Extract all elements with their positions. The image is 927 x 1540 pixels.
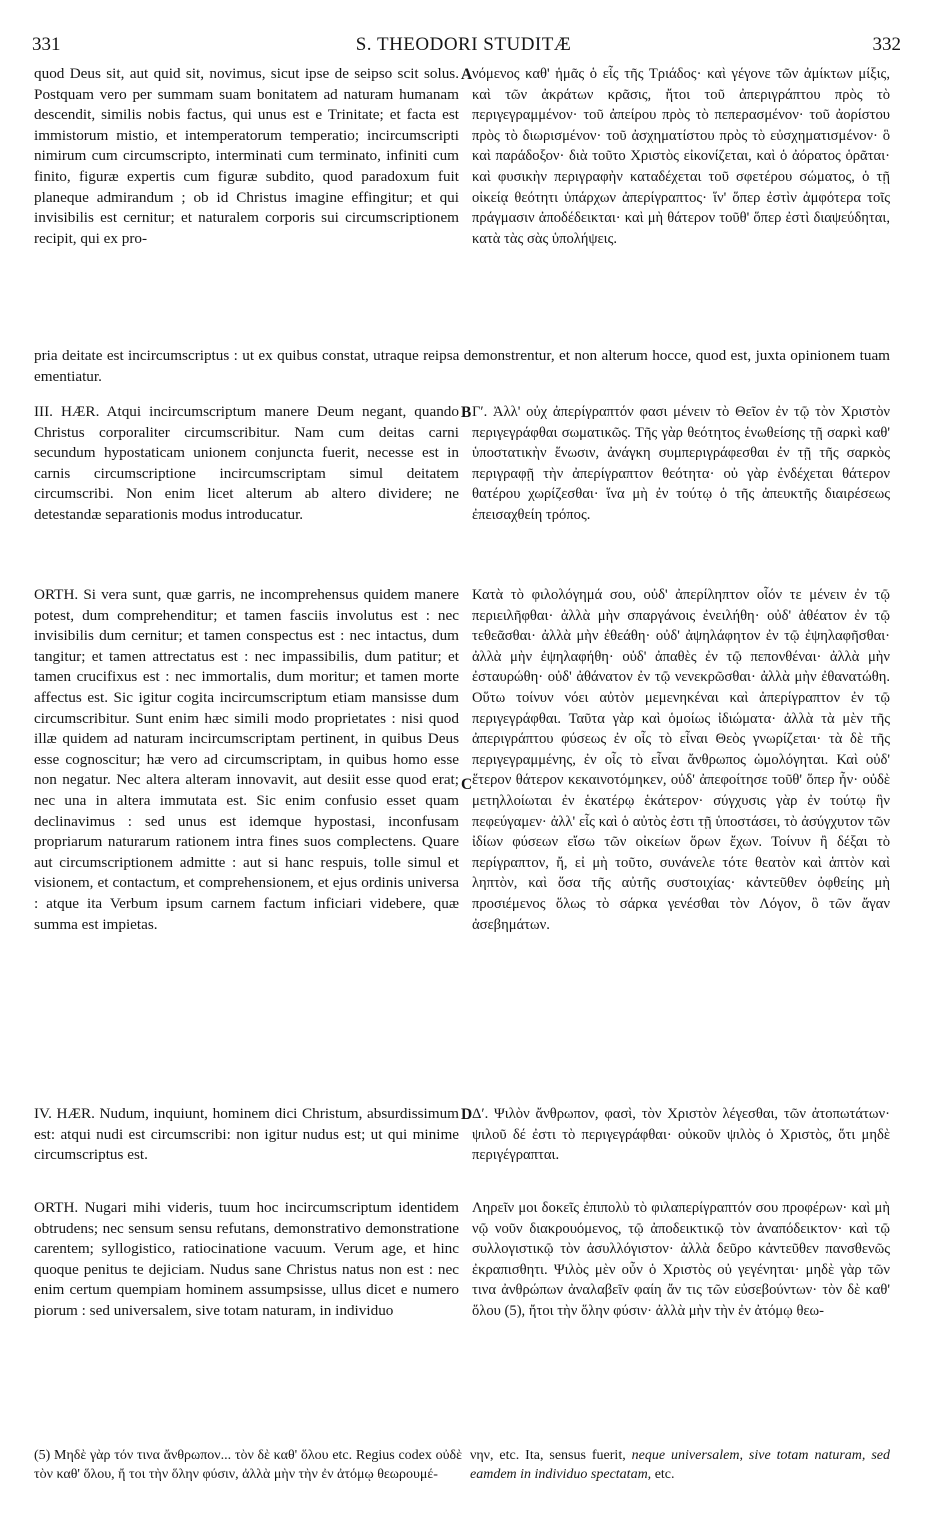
footnote-right-italic: neque universalem, sive totam naturam, sed eamdem in individuo spectatam, <box>470 1448 891 1482</box>
greek-block-c: Κατὰ τὸ φιλολόγημά σου, οὐδ' ἀπερίληπτον οἷόν τε μένειν ἐν τῷ περιειλῆφθαι· ἀλλὰ μὴν σπαργάνοις ἐνειλήθη· οὐδ' ἀθέατον ἐν τῷ τεθεᾶσθαι· ἀλλὰ μὴν ἐθεάθη· οὐδ' ἀψηλάφητον ἐν τῷ ἐψηλαφῆσθαι· ἀλλὰ μὴν ἐψηλαφήθη· οὐδ' ἀπαθὲς ἐν τῷ πεπονθέναι· ἀλλὰ μὴν ἐσταυρώθη· οὐδ' ἀθάνατον ἐν τῷ νενεκρῶσθαι· ἀλλὰ μὴν ἐθανατώθη. Οὕτω τοίνυν νόει αὐτὸν μεμενηκέναι καὶ ἀπερίγραπτον ἐν τῷ περιγεγράφθαι. Ταῦτα γὰρ καὶ ὁμοίως ἰδιώματα· ἀλλὰ τὰ μὲν τῆς ἀπεριγράπτου φύσεως ἐν οἷς τὸ εἶναι Θεὸς γνωρίζεται· τὰ δὲ τῆς περιγεγραμμένης, ἐν οἷς τὸ εἶναι ἄνθρωπος ὡμολόγηται. Καὶ οὐδ' ἕτερον θάτερον κεκαινοτόμηκεν, οὐδ' ἀπεφοίτησε τοῦθ' ὅπερ ἦν· οὐδὲ μετηλλοίωται ἐν ἑκατέρῳ ἑκάτερον· σύγχυσις γὰρ ἐν τούτῳ ἣν πεφεύγαμεν· ἀλλ' εἷς καὶ ὁ αὐτὸς ἐστι τῇ ὑποστάσει, τὸ ἀσύγχυτον τῶν ἰδίων φύσεων εἴσω τῶν οἰκείων ὅρων ἔχων. Τοίνυν ἢ δέξαι τὸ περίγραπτον, ἤ, εἰ μὴ τοῦτο, συνάνελε τότε θεατὸν καὶ ἁπτὸν καὶ ληπτὸν, καὶ ὅσα τῆς αὐτῆς συστοιχίας· κἀντεῦθεν ὀφθείης μὴ προσιέμενος ὅλως τὸ σάρκα γενέσθαι τὸν Λόγον, ὃ τῶν ἄγαν ἀσεβημάτων. <box>472 587 890 933</box>
greek-block-d: Δʹ. Ψιλὸν ἄνθρωπον, φασὶ, τὸν Χριστὸν λέγεσθαι, τῶν ἀτοπωτάτων· ψιλοῦ δέ ἐστι τὸ περιγεγράφθαι· οὐκοῦν ψιλὸς ὁ Χριστὸς, ὅτι μηδὲ περιγέγραπται. <box>472 1106 890 1164</box>
greek-block-b: Γʹ. Ἀλλ' οὐχ ἀπερίγραπτόν φασι μένειν τὸ Θεῖον ἐν τῷ τὸν Χριστὸν περιγεγράφθαι σωματικῶς. Τῆς γὰρ θεότητος ἑνωθείσης τῇ σαρκὶ καθ' ὑποστατικὴν ἕνωσιν, ἀνάγκη συμπεριγράφεσθαι ἐν τῇ τῆς σαρκὸς περιγραφῇ τὴν ἀπερίγραπτον θεότητα· οὐ γὰρ ἐνδέχεται θάτερον θατέρου χωρίζεσθαι· ἵνα μὴ ἐν τούτῳ ὁ τῆς ἀπευκτῆς διαιρέσεως ἐπεισαχθείη τρόπος. <box>472 404 890 523</box>
latin-block-b: III. HÆR. Atqui incircumscriptum manere Deum negant, quando Christus corporaliter circumscribitur. Nam cum deitas carni secundum hypostaticam unionem conjuncta fuerit, necesse est in carnis circumscriptione incircumscriptam simul deitatem circumscribi. Non enim licet alterum ab altero dividere; ne detestandæ separationis modus introducatur. <box>34 403 459 523</box>
full-width-line: pria deitate est incircumscriptus : ut ex quibus constat, utraque reipsa demonstrentur, et non alterum hocce, quod est, juxta opinionem tuam ementiatur. <box>34 347 890 385</box>
page-number-left: 331 <box>32 34 61 55</box>
section-marker-a: A <box>461 66 473 83</box>
footnote-left: (5) Μηδὲ γὰρ τόν τινα ἄνθρωπον... τὸν δὲ καθ' ὅλου etc. Regius codex οὐδὲ τὸν καθ' ὅλου, ἤ τοι τὴν ὅλην φύσιν, ἀλλὰ μὴν τὴν ἐν ἀτόμῳ θεωρουμέ- <box>34 1448 462 1482</box>
greek-block-a: νόμενος καθ' ἡμᾶς ὁ εἷς τῆς Τριάδος· καὶ γέγονε τῶν ἀμίκτων μίξις, καὶ τῶν ἀκράτων κρᾶσις, ἤτοι τοῦ ἀπεριγράπτου πρὸς τὸ περιγεγραμμένον· τοῦ ἀπείρου πρὸς τὸ πεπερασμένον· τοῦ ἀορίστου πρὸς τὸ διωρισμένον· τοῦ ἀσχηματίστου πρὸς τὸ εὐσχηματισμένον· ὃ καὶ παράδοξον· διὰ τοῦτο Χριστὸς εἰκονίζεται, καὶ ὁ ἀόρατος ὁρᾶται· καὶ φυσικὴν περιγραφὴν καταδέχεται τοῦ σφετέρου σώματος, ὁ τῇ οἰκείᾳ θεότητι ὑπάρχων ἀπερίγραπτος· ἵν' ὅπερ ἐστὶν ἀμφότερα τοῖς πράγμασιν ἀποδέδεικται· καὶ μὴ θάτερον τοῦθ' ὅπερ ἐστὶ διαψεύδηται, κατὰ τὰς σὰς ὑπολήψεις. <box>472 66 890 247</box>
section-marker-d: D <box>461 1106 473 1123</box>
running-title: S. THEODORI STUDITÆ <box>355 34 572 55</box>
footnote-right-text: νην, etc. Ita, sensus fuerit, <box>470 1448 626 1463</box>
latin-block-e: ORTH. Nugari mihi videris, tuum hoc incircumscriptum identidem obtrudens; nec sensum sensu refutans, demonstrativo demonstratione carentem; syllogistico, ratiocinatione vacuum. Verum age, et hinc quoque penitus te dejiciam. Nudus sane Christus natus non est : nec enim certum quempiam hominem assumpsisse, ullus dicet e numero piorum : sed universalem, sive totam naturam, in individuo <box>34 1199 459 1319</box>
latin-block-d: IV. HÆR. Nudum, inquiunt, hominem dici Christum, absurdissimum est: atqui nudi est circumscribi: non igitur nudus est; ut qui minime circumscriptus est. <box>34 1105 459 1164</box>
page-number-right: 332 <box>872 34 901 55</box>
greek-block-e: Ληρεῖν μοι δοκεῖς ἐπιπολὺ τὸ φιλαπερίγραπτόν σου προφέρων· καὶ μὴ νῷ νοῦν διακρουόμενος, τῷ ἀποδεικτικῷ τὸν ἀναπόδεικτον· καὶ τῷ συλλογιστικῷ τὸν ἀσυλλόγιστον· ἀλλὰ δεῦρο κἀντεῦθεν πανσθενῶς ἐκραπισθητι. Ψιλὸς μὲν οὖν ὁ Χριστὸς οὐ γεγένηται· μηδὲ γὰρ τῶν τινα ἀνθρώπων ἀναλαβεῖν φαίη ἄν τις τῶν εὐσεβούντων· τὸν δὲ καθ' ὅλου (5), ἤτοι τὴν ὅλην φύσιν· ἀλλὰ μὴν τὴν ἐν ἀτόμῳ θεω- <box>472 1200 890 1319</box>
footnote-right <box>470 1446 890 1484</box>
footnote-right-end: etc. <box>654 1467 675 1482</box>
section-marker-c: C <box>461 776 473 793</box>
section-marker-b: B <box>461 404 472 421</box>
latin-block-c: ORTH. Si vera sunt, quæ garris, ne incomprehensus quidem manere potest, dum comprehenditur; et tamen fasciis involutus est : nec invisibilis dum cernitur; et tamen conspectus est : nec intactus, dum tangitur; et tamen attrectatus est : nec impassibilis, dum patitur; et tamen crucifixus est : nec immortalis, dum moritur; et tamen morte affectus est. Sic igitur cogita incircumscriptum etiam mansisse dum circumscribitur. Sunt enim hæc simili modo proprietates : nisi quod illæ quidem ad naturam incircumscriptam pertinent, in quibus Deus esse cognoscitur; hæ vero ad circumscriptam, in quibus homo esse non negatur. Nec altera alteram innovavit, aut desiit esse quod erat; nec una in altera immutata est. Sic enim confusio esset quam declinavimus : sed unus est idemque hypostasi, inconfusam propriarum naturarum rationem intra fines suos complectens. Quare aut circumscriptionem admitte : aut si hanc respuis, tolle simul et visionem, et contactum, et comprehensionem, et ejus ordinis universa : atque ita Verbum ipsum carnem factum inficiari videbere, quæ summa est impietas. <box>34 586 459 933</box>
latin-block-a: quod Deus sit, aut quid sit, novimus, sicut ipse de seipso scit solus. Postquam vero per summam suam bonitatem ad naturam humanam descendit, similis nobis factus, qui unus est e Trinitate; et facta est immistorum mistio, et intemperatorum temperatio; incircumscripti nimirum cum circumscripto, interminati cum terminato, infiniti cum finito, figuræ expertis cum figuræ subdito, quod paradoxum fuit planeque admirandum ; ob id Christus imagine effingitur; et qui invisibilis est cernitur; et naturalem corporis sui circumscriptionem recipit, qui ex pro- <box>34 65 459 247</box>
